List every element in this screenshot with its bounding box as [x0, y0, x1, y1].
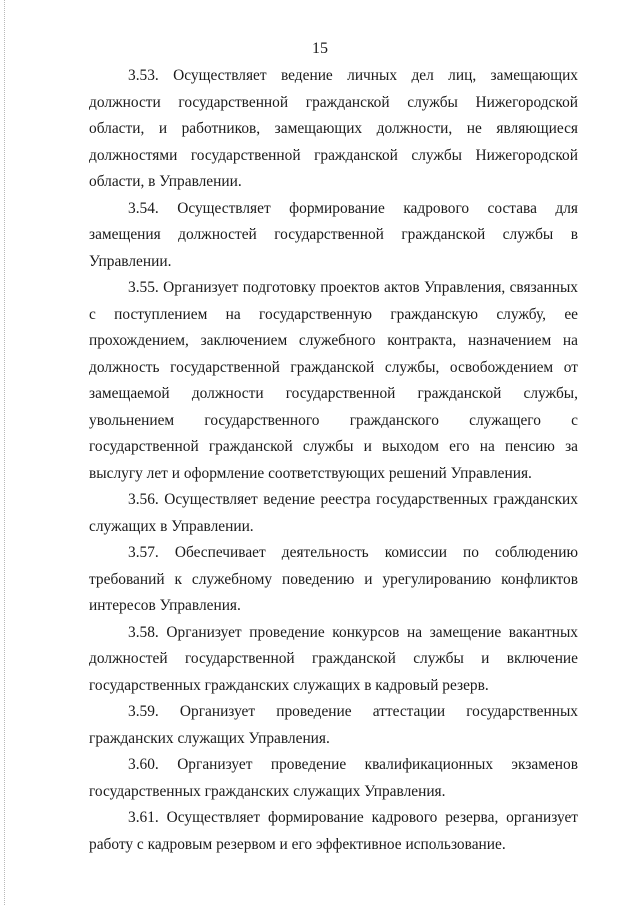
paragraph-3-57: 3.57. Обеспечивает деятельность комиссии по соблюдению требований к служебному поведению и урегулированию конфликтов интересов Управления. [89, 544, 578, 614]
paragraph-3-58: 3.58. Организует проведение конкурсов на замещение вакантных должностей государственной гражданской службы и включение государственных гражданских служащих в кадровый резерв. [89, 623, 578, 694]
paragraph-3-60: 3.60. Организует проведение квалификационных экзаменов государственных гражданских служащих Управления. [89, 756, 578, 800]
paragraph-3-54: 3.54. Осуществляет формирование кадрового состава для замещения должностей государственной гражданской службы в Управлении. [89, 199, 578, 270]
paragraph-3-56: 3.56. Осуществляет ведение реестра государственных гражданских служащих в Управлении. [89, 491, 578, 535]
paragraph-3-55: 3.55. Организует подготовку проектов актов Управления, связанных с поступлением на государственную гражданскую службу, ее прохождением, заключением служебного контракта, назначением на должность государственной гражданской службы, освобождением от замещаемой должности государственной гражданской службы, увольнением государственного гражданского служащего с государственной гражданской службы и выходом его на пенсию за выслугу лет и оформление соответствующих решений Управления. [89, 279, 578, 482]
document-body [89, 63, 578, 858]
paragraph-3-59: 3.59. Организует проведение аттестации государственных гражданских служащих Управления. [89, 703, 578, 747]
paragraph-3-61: 3.61. Осуществляет формирование кадрового резерва, организует работу с кадровым резервом и его эффективное использование. [89, 809, 578, 853]
paragraph-3-53: 3.53. Осуществляет ведение личных дел лиц, замещающих должности государственной гражданской службы Нижегородской области, и работников, замещающих должности, не являющиеся должностями государственной гражданской службы Нижегородской области, в Управлении. [89, 67, 578, 190]
page-number: 15 [312, 40, 328, 57]
scan-edge [4, 0, 6, 905]
